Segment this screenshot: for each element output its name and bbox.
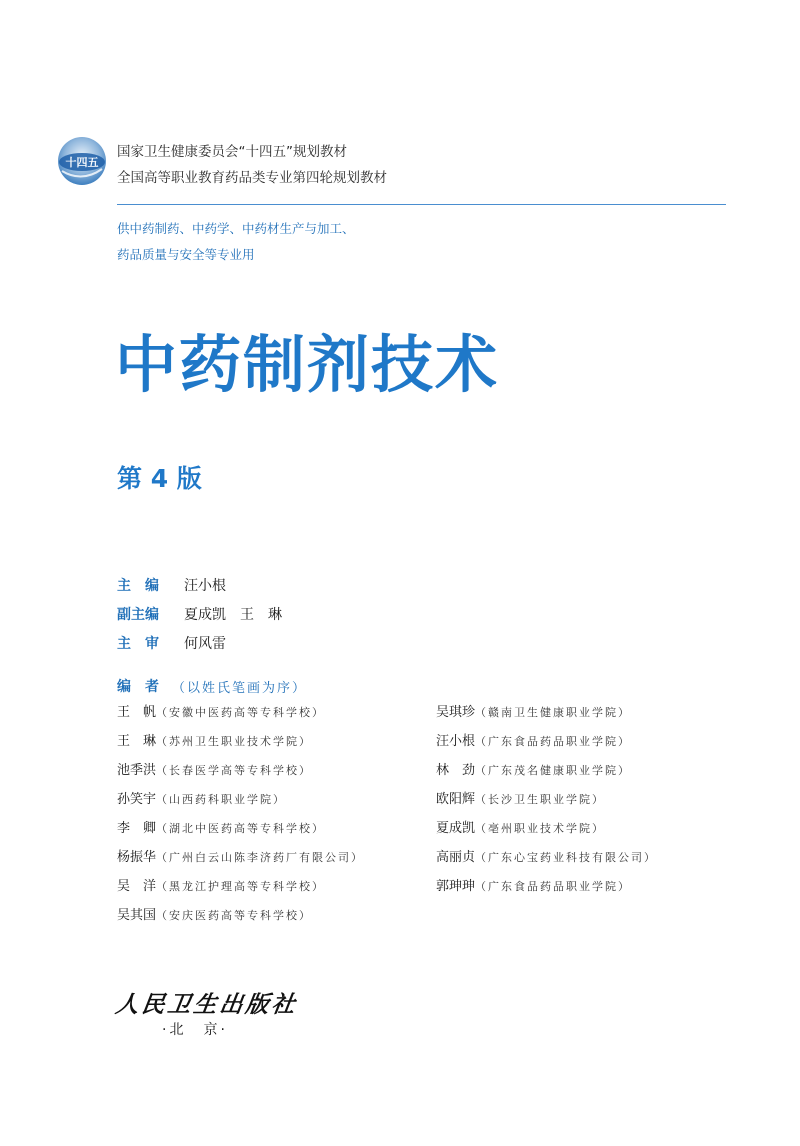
publisher-city: ·北 京· [162,1022,228,1038]
contributor-row [117,729,364,758]
contributor-name: 夏成凯 [436,821,476,836]
contributor-name: 高丽贞 [436,850,476,865]
contributor-row [436,874,657,903]
contributor-row [117,758,364,787]
contributor-row [436,787,657,816]
contributor-row [436,816,657,845]
book-title: 中药制剂技术 [115,328,500,401]
contributor-name: 杨振华 [117,850,157,865]
contributor-row [117,845,364,874]
contributor-institution: （广东心宝药业科技有限公司） [475,851,658,864]
series-line-1: 国家卫生健康委员会“十四五”规划教材 [117,144,347,160]
contributor-institution: （广东茂名健康职业学院） [475,764,632,777]
logo-text: 十四五 [65,156,99,169]
contributor-name: 李 卿 [117,821,157,836]
editor-role: 主 编 [117,578,159,594]
contributor-institution: （赣南卫生健康职业学院） [475,706,632,719]
editor-name: 夏成凯 王 琳 [184,607,282,623]
contributor-name: 吴其国 [117,908,157,923]
contributor-row [436,758,657,787]
edition-label: 第 4 版 [117,464,202,493]
usage-line-2: 药品质量与安全等专业用 [117,247,255,262]
contributor-name: 王 琳 [117,734,157,749]
contributor-row [117,787,364,816]
series-logo [56,135,108,187]
contributor-row [117,903,364,932]
usage-line-1: 供中药制药、中药学、中药材生产与加工、 [117,221,355,236]
contributor-row [117,700,364,729]
editor-name: 何风雷 [184,636,226,652]
contributor-institution: （黑龙江护理高等专科学校） [156,880,326,893]
contributor-institution: （山西药科职业学院） [156,793,287,806]
contributor-institution: （广东食品药品职业学院） [475,735,632,748]
contributors-right-column [436,700,657,903]
contributor-name: 林 劲 [436,763,476,778]
contributor-name: 池季洪 [117,763,157,778]
contributor-name: 孙笑宇 [117,792,157,807]
contributor-institution: （长春医学高等专科学校） [156,764,313,777]
series-line-2: 全国高等职业教育药品类专业第四轮规划教材 [117,170,387,186]
editor-role: 主 审 [117,636,159,652]
header-divider [117,204,726,205]
contributors-note: （以姓氏笔画为序） [172,681,308,696]
contributors-label: 编 者 [117,679,159,695]
contributors-left-column [117,700,364,932]
contributor-name: 郭珅珅 [436,879,476,894]
contributor-row [117,816,364,845]
publisher-name: 人民卫生出版社 [113,991,300,1018]
contributor-institution: （湖北中医药高等专科学校） [156,822,326,835]
contributor-institution: （长沙卫生职业学院） [475,793,606,806]
contributor-name: 欧阳辉 [436,792,476,807]
contributor-name: 汪小根 [436,734,476,749]
contributor-institution: （亳州职业技术学院） [475,822,606,835]
contributor-row [436,700,657,729]
series-logo-graphic [56,135,108,187]
contributor-name: 吴琪珍 [436,705,476,720]
contributor-row [436,729,657,758]
editor-name: 汪小根 [184,578,226,594]
contributor-name: 吴 洋 [117,879,157,894]
editor-role: 副主编 [117,607,159,623]
contributor-row [117,874,364,903]
contributor-institution: （苏州卫生职业技术学院） [156,735,313,748]
contributor-row [436,845,657,874]
contributor-name: 王 帆 [117,705,157,720]
contributor-institution: （广东食品药品职业学院） [475,880,632,893]
contributor-institution: （广州白云山陈李济药厂有限公司） [156,851,365,864]
contributor-institution: （安徽中医药高等专科学校） [156,706,326,719]
contributor-institution: （安庆医药高等专科学校） [156,909,313,922]
